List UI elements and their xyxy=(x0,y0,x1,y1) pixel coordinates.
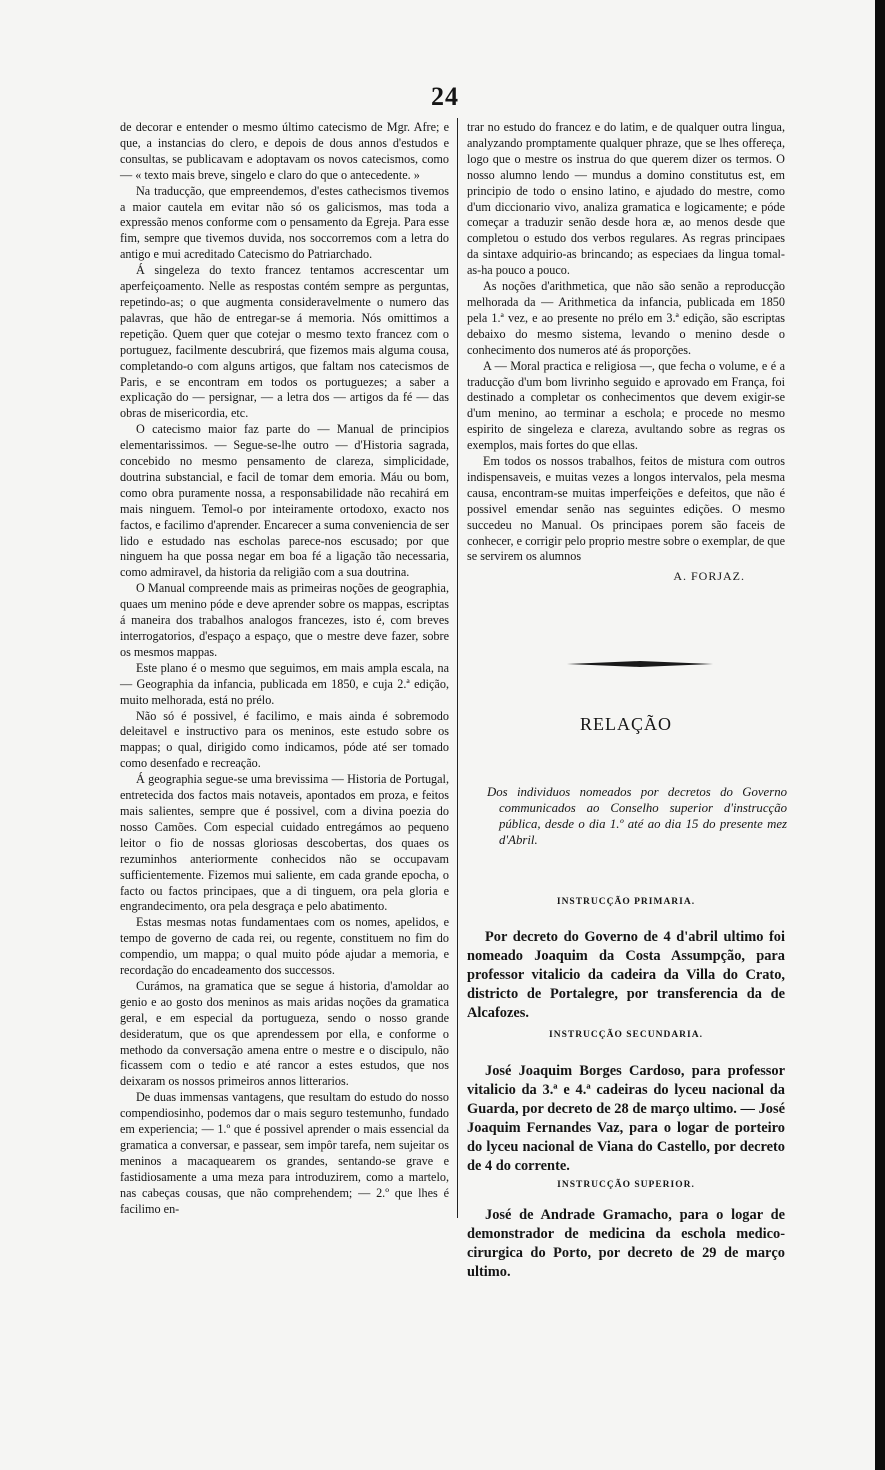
paragraph: Á singeleza do texto francez tentamos accrescentar um aperfeiçoamento. Nelle as respostas contém sempre as perguntas, repetindo-as; o que augmenta consideravelmente o numero das palavras, que hão de entregar-se á memoria. Nós omittimos a repetição. Quem quer que cotejar o mesmo texto francez com o portuguez, facilmente descubrirá, que fizemos mais alguma cousa, completando-o com alguns artigos, que faltam nos catecismos de Paris, e se encontram em todos os portuguezes; a saber a explicação do — persignar, — a letra dos — artigos da fé — das obras de misericordia, etc. xyxy=(120,263,449,421)
section-title: RELAÇÃO xyxy=(580,714,672,734)
entry-text: José Joaquim Borges Cardoso, para professor vitalicio da 3.ª e 4.ª cadeiras do lyceu nacional da Guarda, por decreto de 28 de março ultimo. — José Joaquim Fernandes Vaz, para o logar de porteiro do lyceu nacional de Viana do Castello, por decreto de 4 do corrente. xyxy=(467,1063,785,1174)
paragraph: De duas immensas vantagens, que resultam do estudo do nosso compendiosinho, podemos dar o mais seguro testemunho, fundado em experiencia; — 1.º que é possivel aprender o mais essencial da gramatica a conversar, e passear, sem impôr tarefa, nem sujeitar os meninos a macaquearem os grandes, sentando-se grave e fastidiosamente a uma meza para introduzirem, como a martelo, nas cabeças cousas, que não comprehendem; — 2.º que lhes é facilimo en- xyxy=(120,1090,449,1216)
paragraph: Este plano é o mesmo que seguimos, em mais ampla escala, na — Geographia da infancia, publicada em 1850, e cuja 2.ª edição, muito melhorada, está no prélo. xyxy=(120,660,449,707)
entry-instruccao-superior xyxy=(467,1206,785,1282)
paragraph: de decorar e entender o mesmo último catecismo de Mgr. Afre; e que, a instancias do clero, e depois de dous annos d'estudos e consultas, se publicavam e adoptavam os novos catecismos, como — « texto mais breve, singelo e claro do que o antecedente. » xyxy=(120,120,449,182)
entry-instruccao-primaria xyxy=(467,928,785,1023)
paragraph: A — Moral practica e religiosa —, que fecha o volume, e é a traducção d'um bom livrinho seguido e aprovado em França, foi destinado a completar os conhecimentos que devem exigir-se d'um menino, ao terminar a eschola; e procede no mesmo espirito de singeleza e clareza, avultando sobre as regras os exemplos, mais fortes do que ellas. xyxy=(467,358,785,453)
entry-text: Por decreto do Governo de 4 d'abril ultimo foi nomeado Joaquim da Costa Assumpção, para professor vitalicio da cadeira da Villa do Crato, districto de Portalegre, por transferencia da de Alcafozes. xyxy=(467,929,785,1021)
paragraph: Em todos os nossos trabalhos, feitos de mistura com outros indispensaveis, e muitas vezes a longos intervalos, pela mesma causa, encontram-se muitas imperfeições e defeitos, que não é possivel emendar senão nas seguintes edições. O mesmo succedeu no Manual. Os principaes porem são faceis de conhecer, e corrigir pelo proprio mestre sobre o exemplar, de que se servirem os alumnos xyxy=(467,454,785,564)
paragraph: Estas mesmas notas fundamentaes com os nomes, apelidos, e tempo de governo de cada rei, ou regente, constituem no fim do compendio, um mappa; o qual muito póde ajudar a memoria, e recordação do encadeamento dos successos. xyxy=(120,915,449,978)
paragraph: O Manual compreende mais as primeiras noções de geographia, quaes um menino póde e deve aprender sobre os mappas, escriptas á maneira dos trabalhos analogos francezes, isto é, com breves interrogatorios, d'espaço a espaço, que o mestre deve fazer, sobre os mesmos mappas. xyxy=(120,581,449,659)
right-column xyxy=(467,120,785,585)
author-signature: A. FORJAZ. xyxy=(673,569,745,584)
heading-instruccao-primaria: INSTRUCÇÃO PRIMARIA. xyxy=(556,897,696,907)
paragraph: Na traducção, que empreendemos, d'estes cathecismos tivemos a maior cautela em evitar não só os galicismos, mas toda a expressão menos conforme com o pensamento da Egreja. Para esse fim, sempre que tivemos duvida, nos soccorremos com a letra do antigo e mui acreditado Catecismo do Patriarchado. xyxy=(120,183,449,262)
section-intro xyxy=(487,784,787,848)
page-number: 24 xyxy=(431,82,459,111)
entry-instruccao-secundaria xyxy=(467,1062,785,1176)
heading-instruccao-secundaria: INSTRUCÇÃO SECUNDARIA. xyxy=(549,1030,703,1040)
scan-border xyxy=(875,0,885,1470)
heading-instruccao-superior: INSTRUCÇÃO SUPERIOR. xyxy=(557,1180,695,1190)
intro-text: Dos individuos nomeados por decretos do Governo communicados ao Conselho superior d'instrucção pública, desde o dia 1.º até ao dia 15 do presente mez d'Abril. xyxy=(487,785,787,847)
paragraph: Não só é possivel, é facilimo, e mais ainda é sobremodo deleitavel e instructivo para os meninos, este estudo sobre os mappas; o qual, dirigido como indicamos, póde até ser tomado como desenfado e recreação. xyxy=(120,708,449,771)
paragraph: O catecismo maior faz parte do — Manual de principios elementarissimos. — Segue-se-lhe outro — d'Historia sagrada, concebido no mesmo pensamento de clareza, simplicidade, doutrina substancial, e facil de tomar dem emoria. Máu ou bom, como obra puramente nossa, a responsabilidade não recahirá em mais ninguem. Temol-o por inteiramente ortodoxo, exacto nos factos, e facilimo d'aprender. Encarecer a suma conveniencia de ser lido e estudado nas escholas parece-nos escusado; por que ninguem ha que possa negar em boa fé a ligação tão necessaria, como admiravel, da historia da religião com a sua doutrina. xyxy=(120,422,449,580)
entry-text: José de Andrade Gramacho, para o logar de demonstrador de medicina da eschola medico-cirurgica do Porto, por decreto de 29 de março ultimo. xyxy=(467,1207,785,1280)
left-column xyxy=(120,120,449,1218)
paragraph: trar no estudo do francez e do latim, e de qualquer outra lingua, analyzando promptamente qualquer phraze, que se lhes offereça, logo que o mestre os instrua do que querem dizer os termos. O nosso alumno lendo — mundus a domino constitutus est, em principio de todo o ensino latino, e ajudado do mestre, como d'um diccionario vivo, analiza gramatica e logicamente; e póde começar a traduzir senão desde hora æ, ao menos desde que completou o estudo dos verbos regulares. As regras principaes da sintaxe adquirio-as brincando; as especiaes da lingua tomal-as-ha pouco a pouco. xyxy=(467,120,785,278)
ornamental-rule xyxy=(567,661,713,667)
paragraph: As noções d'arithmetica, que não são senão a reproducção melhorada da — Arithmetica da infancia, publicada em 1850 pela 1.ª vez, e ao presente no prélo em 3.ª edição, são escriptas debaixo do mesmo sistema, levando o menino desde o conhecimento dos numeros até ás proporções. xyxy=(467,279,785,357)
column-divider xyxy=(457,118,458,1218)
paragraph: Á geographia segue-se uma brevissima — Historia de Portugal, entretecida dos factos mais notaveis, apontados em proza, e feitos mais salientes, sempre que é possivel, com a divina poezia do nosso Camões. Com especial cuidado entregámos ao pequeno leitor o fio de nossas gloriosas descobertas, dos quaes os rezuminhos anteriormente conhecidos não se occupavam sufficientemente. Fizemos mui saliente, em cada grande epocha, o facto ou factos principaes, que a di tinguem, ora pela gloria e engrandecimento, ora pela desgraça e pelo abatimento. xyxy=(120,772,449,914)
paragraph: Curámos, na gramatica que se segue á historia, d'amoldar ao genio e ao gosto dos meninos as mais aridas noções da gramatica geral, e em especial da portugueza, sendo o nosso grande desideratum, que os que aprendessem por ella, e conforme o methodo da conversação amena entre o mestre e o discipulo, não ficassem com o tedio e até rancor a estes estudos, que nos deixaram os nossos primeiros annos litterarios. xyxy=(120,978,449,1089)
